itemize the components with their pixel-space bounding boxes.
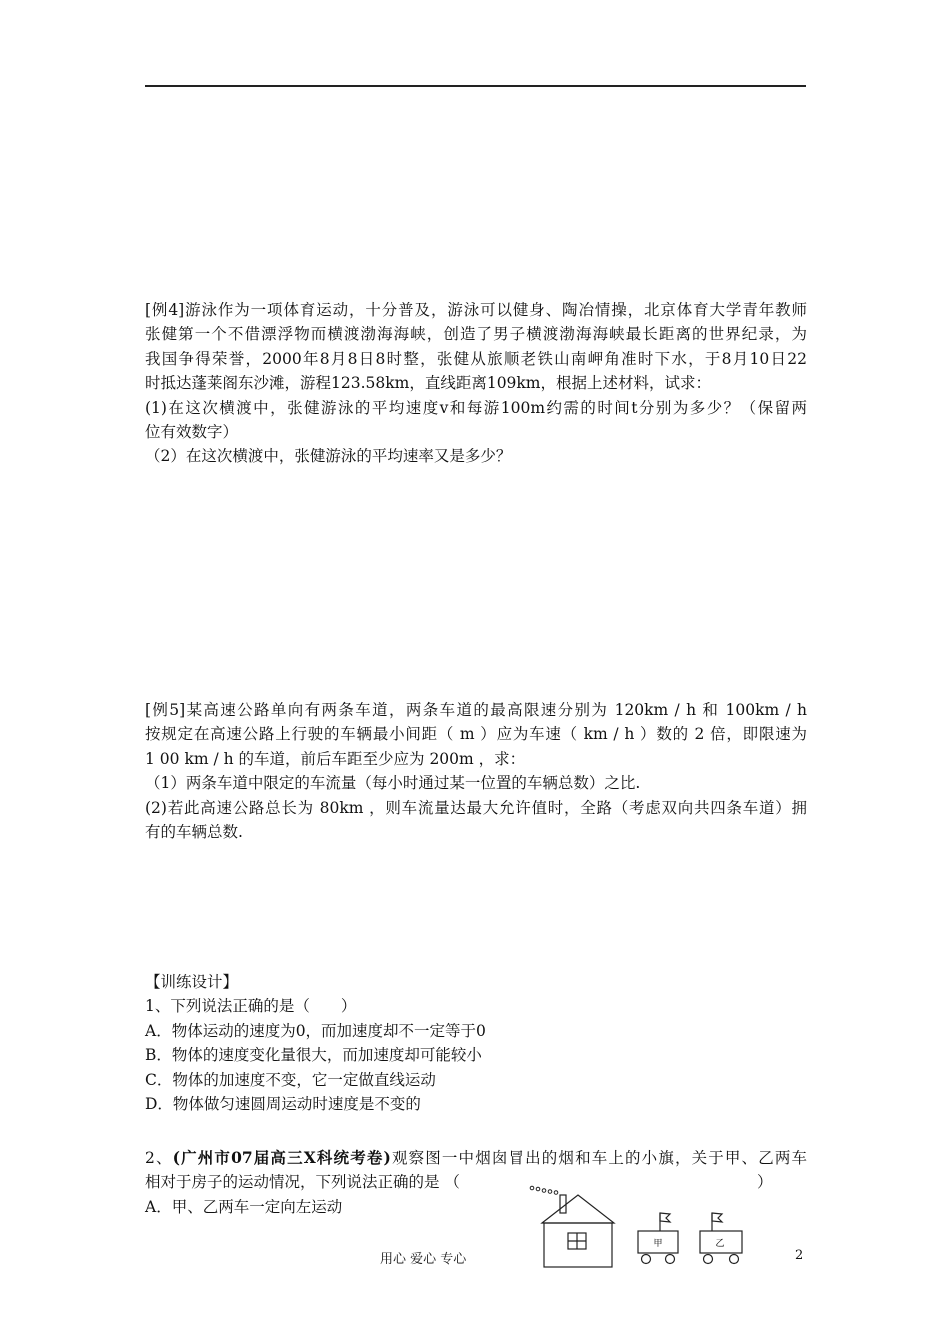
question-2-option-a: A．甲、乙两车一定向左运动 <box>145 1197 343 1216</box>
question-1-option: D．物体做匀速圆周运动时速度是不变的 <box>145 1095 421 1114</box>
question-2-number: 2、 <box>145 1149 173 1167</box>
question-2-stem-text: 观察图一中烟囱冒出的烟和车上的小旗，关于甲、乙两车 <box>390 1149 807 1167</box>
example-5-line: （1）两条车道中限定的车流量（每小时通过某一位置的车辆总数）之比. <box>145 774 641 793</box>
example-4-line: 时抵达蓬莱阁东沙滩，游程123.58km，直线距离109km，根据上述材料，试求： <box>145 374 712 393</box>
page-number: 2 <box>795 1248 804 1263</box>
motion-figure <box>520 1183 760 1273</box>
smoke-icon <box>530 1186 558 1194</box>
example-5-line: (2)若此高速公路总长为 80km ，则车流量达最大允许值时，全路（考虑双向共四条车道）拥 <box>145 798 807 817</box>
header-rule <box>145 85 806 87</box>
question-1-option: C．物体的加速度不变，它一定做直线运动 <box>145 1070 436 1089</box>
example-5-line: 有的车辆总数. <box>145 823 243 842</box>
question-2-stem <box>145 1146 807 1170</box>
question-1-option: A．物体运动的速度为0，而加速度却不一定等于0 <box>145 1021 486 1040</box>
training-heading: 【训练设计】 <box>145 973 239 991</box>
example-4-line: 张健第一个不借漂浮物而横渡渤海海峡，创造了男子横渡渤海海峡最长距离的世界纪录，为 <box>145 325 807 344</box>
example-4 <box>145 298 807 469</box>
example-4-line: 我国争得荣誉，2000年8月8日8时整，张健从旅顺老铁山南岬角准时下水，于8月10日22 <box>145 349 807 368</box>
example-5-line: 按规定在高速公路上行驶的车辆最小间距（ m ）应为车速（ km / h ）数的 2 倍，即限速为 <box>145 725 807 744</box>
footer-motto: 用心 爱心 专心 <box>380 1252 467 1267</box>
house-icon <box>542 1195 614 1267</box>
example-5 <box>145 698 807 844</box>
question-2-paren-close: ） <box>757 1173 773 1192</box>
example-4-line: [例4]游泳作为一项体育运动，十分普及，游泳可以健身、陶冶情操，北京体育大学青年教师 <box>145 301 807 319</box>
car-jia-label: 甲 <box>653 1239 663 1249</box>
training-section <box>145 970 807 1116</box>
question-1-option: B．物体的速度变化量很大，而加速度却可能较小 <box>145 1046 482 1065</box>
question-2-line2-text: 相对于房子的运动情况，下列说法正确的是 （ <box>145 1173 460 1192</box>
question-2-source: (广州市07届高三X科统考卷) <box>172 1148 391 1167</box>
example-4-line: 位有效数字） <box>145 423 239 442</box>
example-5-line: 1 00 km / h 的车道，前后车距至少应为 200m ，求： <box>145 749 526 768</box>
example-4-line: （2）在这次横渡中，张健游泳的平均速率又是多少？ <box>145 447 512 466</box>
example-4-line: (1)在这次横渡中，张健游泳的平均速度v和每游100m约需的时间t分别为多少？（保留两 <box>145 398 807 417</box>
question-1-stem: 1、下列说法正确的是（ ） <box>145 997 357 1016</box>
car-yi-label: 乙 <box>715 1239 725 1249</box>
example-5-line: [例5]某高速公路单向有两条车道，两条车道的最高限速分别为 120km / h 和 100km / h <box>145 701 807 719</box>
